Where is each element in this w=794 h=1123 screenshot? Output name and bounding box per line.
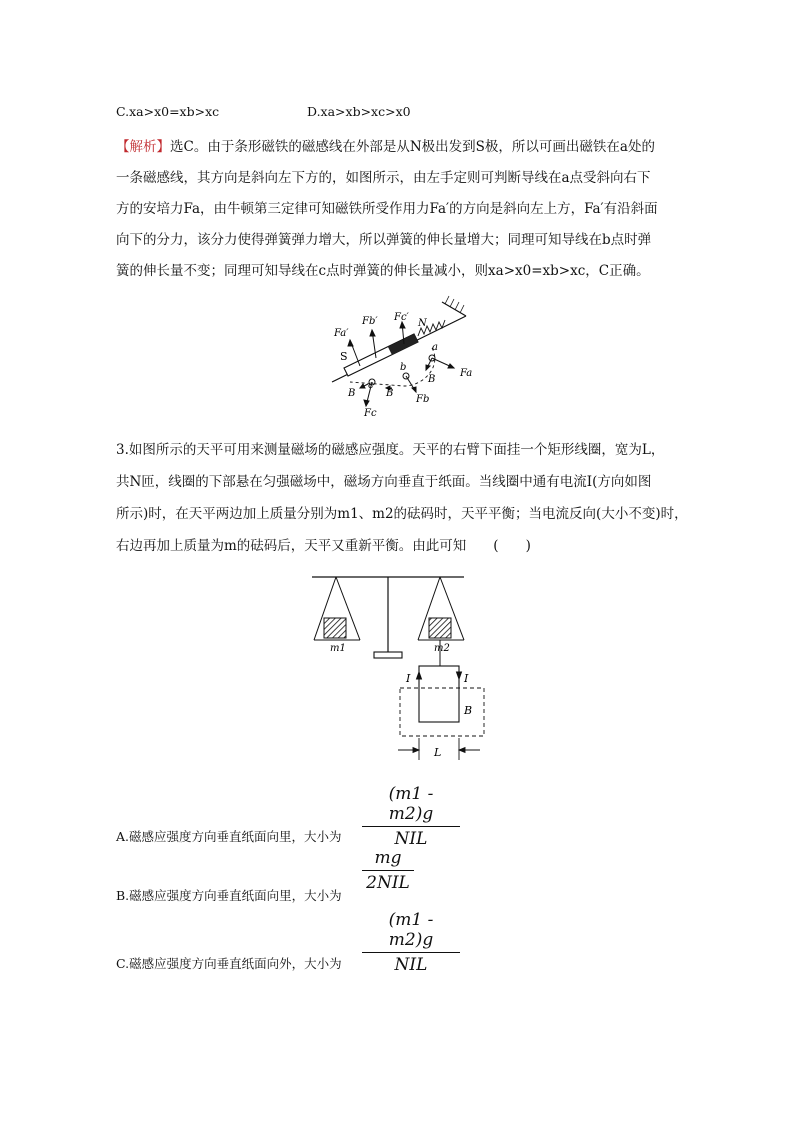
label-current-left: I: [406, 672, 411, 685]
choice-b-denominator: 2NIL: [366, 873, 410, 893]
label-m2: m2: [434, 643, 450, 654]
label-B-1: B: [428, 374, 436, 385]
question-line-1: 3.如图所示的天平可用来测量磁场的磁感应强度。天平的右臂下面挂一个矩形线圈，宽为L，: [116, 442, 665, 458]
choice-b-fraction: [362, 848, 414, 893]
choice-c: C.磁感应强度方向垂直纸面向外，大小为: [116, 956, 342, 971]
question-line-2: 共N匝，线圈的下部悬在匀强磁场中，磁场方向垂直于纸面。当线圈中通有电流I(方向如图: [116, 474, 652, 490]
label-fa: Fa: [460, 368, 473, 379]
label-c: c: [368, 380, 374, 391]
label-fc-prime: Fc′: [394, 312, 409, 323]
analysis-line-5: 簧的伸长量不变；同理可知导线在c点时弹簧的伸长量减小，则xa>x0=xb>xc，C正确。: [116, 263, 650, 279]
label-fb: Fb: [416, 394, 430, 405]
choice-b-numerator: mg: [374, 848, 402, 868]
label-fb-prime: Fb′: [362, 316, 378, 327]
question-line-3: 所示)时，在天平两边加上质量分别为m1、m2的砝码时，天平平衡；当电流反向(大小不变)时，: [116, 506, 688, 522]
label-s: S: [340, 350, 348, 363]
option-d-prev: D.xa>xb>xc>x0: [307, 104, 411, 119]
choice-a-numerator: (m1 - m2)g: [388, 784, 434, 824]
label-n: N: [418, 318, 427, 329]
magnet-incline-figure: [320, 288, 490, 420]
choice-a-denominator: NIL: [394, 829, 428, 849]
label-a: a: [432, 342, 438, 353]
choice-c-numerator: (m1 - m2)g: [388, 910, 434, 950]
label-width-l: L: [434, 746, 442, 759]
label-B-2: B: [386, 388, 394, 399]
choice-c-denominator: NIL: [394, 955, 428, 975]
choice-a: A.磁感应强度方向垂直纸面向里，大小为: [116, 829, 342, 844]
choice-a-fraction: [362, 784, 460, 849]
label-current-right: I: [464, 672, 469, 685]
label-field-b: B: [464, 704, 473, 717]
analysis-line-1: 【解析】选C。由于条形磁铁的磁感线在外部是从N极出发到S极，所以可画出磁铁在a处的: [116, 139, 655, 155]
analysis-tag: 【解析】: [116, 139, 170, 155]
label-fa-prime: Fa′: [334, 328, 349, 339]
analysis-line-3: 方的安培力Fa，由牛顿第三定律可知磁铁所受作用力Fa′的方向是斜向左上方，Fa′有沿斜面: [116, 201, 658, 217]
label-b: b: [400, 362, 407, 373]
balance-figure: [300, 568, 500, 764]
label-fc: Fc: [364, 408, 377, 419]
analysis-line-4: 向下的分力，该分力使得弹簧弹力增大，所以弹簧的伸长量增大；同理可知导线在b点时弹: [116, 232, 652, 248]
option-c-prev: C.xa>x0=xb>xc: [116, 104, 220, 119]
analysis-line-2: 一条磁感线，其方向是斜向左下方的，如图所示，由左手定则可判断导线在a点受斜向右下: [116, 170, 651, 186]
label-m1: m1: [330, 643, 346, 654]
choice-b: B.磁感应强度方向垂直纸面向里，大小为: [116, 888, 342, 903]
question-line-4: 右边再加上质量为m的砝码后，天平又重新平衡。由此可知 ( ): [116, 538, 531, 554]
choice-c-fraction: [362, 910, 460, 975]
label-B-3: B: [348, 388, 356, 399]
